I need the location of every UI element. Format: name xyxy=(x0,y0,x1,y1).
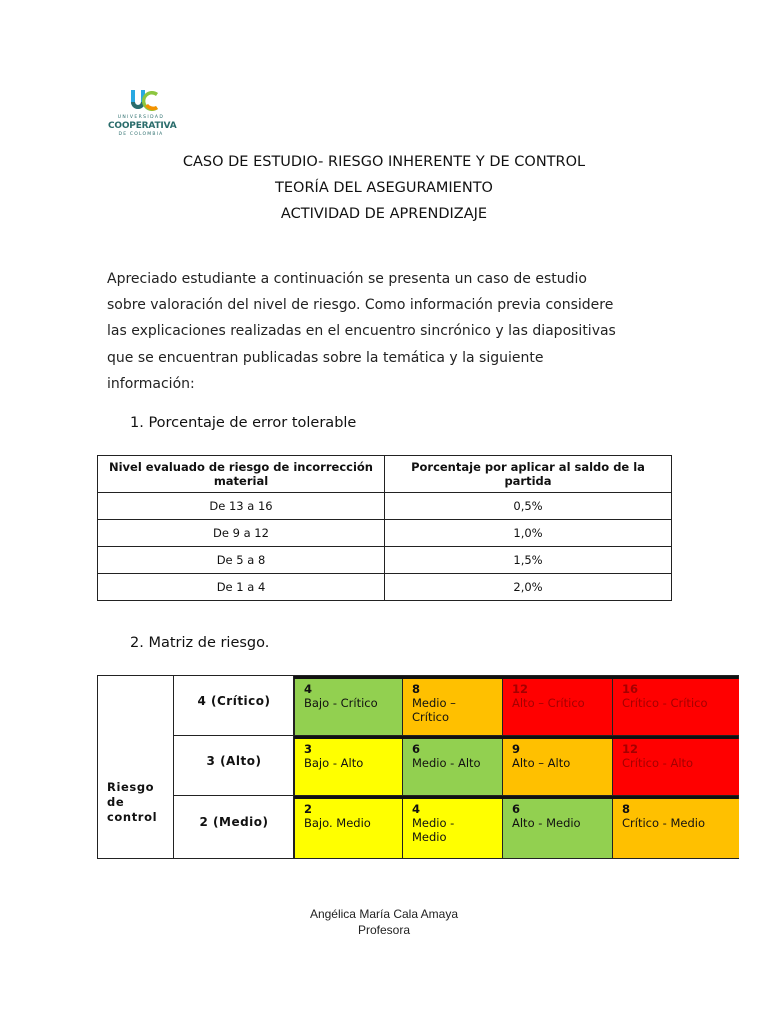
risk-score: 9 xyxy=(512,742,521,756)
intro-line: sobre valoración del nivel de riesgo. Como información previa considere xyxy=(107,297,614,314)
intro-line: Apreciado estudiante a continuación se presenta un caso de estudio xyxy=(107,271,587,287)
table-cell: 1,0% xyxy=(385,520,672,547)
risk-score: 6 xyxy=(412,742,421,756)
matrix-row-separator xyxy=(294,676,738,679)
matrix-row-separator xyxy=(294,796,738,799)
footer-role: Profesora xyxy=(357,923,411,937)
risk-cell xyxy=(502,679,612,735)
intro-paragraph xyxy=(107,266,663,397)
logo-text-line3: DE COLOMBIA xyxy=(118,132,164,137)
table-header: Porcentaje por aplicar al saldo de la partida xyxy=(385,456,672,493)
logo-text-line1: UNIVERSIDAD xyxy=(117,115,165,120)
matrix-row-label: 4 (Crítico) xyxy=(197,694,271,708)
matrix-axis-label xyxy=(107,780,157,825)
table-row xyxy=(98,547,672,574)
risk-cell xyxy=(402,739,502,795)
risk-label: Bajo - Alto xyxy=(304,756,364,770)
risk-score: 4 xyxy=(304,682,313,696)
university-logo xyxy=(108,88,177,144)
matrix-row-label: 3 (Alto) xyxy=(206,754,262,768)
section-heading-2: 2. Matriz de riesgo. xyxy=(130,635,270,651)
axis-label-line: de xyxy=(107,795,125,809)
intro-line: que se encuentran publicadas sobre la temática y la siguiente xyxy=(107,349,544,366)
risk-cell xyxy=(612,679,739,735)
axis-label-line: control xyxy=(107,810,158,824)
risk-score: 6 xyxy=(512,802,521,816)
risk-cell xyxy=(402,799,502,858)
table-cell: 2,0% xyxy=(385,574,672,601)
risk-cell xyxy=(294,679,402,735)
table-row xyxy=(98,493,672,520)
table-cell: De 9 a 12 xyxy=(98,520,385,547)
document-activity: ACTIVIDAD DE APRENDIZAJE xyxy=(280,206,488,222)
risk-label: Alto – Alto xyxy=(512,756,571,770)
risk-label: Crítico - Medio xyxy=(622,816,706,830)
table-row xyxy=(98,520,672,547)
table-cell: 1,5% xyxy=(385,547,672,574)
risk-label: Medio - Alto xyxy=(412,756,481,770)
risk-cell xyxy=(612,799,739,858)
intro-line: información: xyxy=(107,375,195,392)
risk-score: 4 xyxy=(412,802,421,816)
risk-label: Crítico - Crítico xyxy=(622,696,708,710)
risk-cell xyxy=(402,679,502,735)
table-header: Nivel evaluado de riesgo de incorrección material xyxy=(98,456,385,493)
table-cell: De 5 a 8 xyxy=(98,547,385,574)
logo-text-line2: COOPERATIVA xyxy=(108,121,177,131)
intro-line: las explicaciones realizadas en el encuentro sincrónico y las diapositivas xyxy=(107,323,616,340)
table-cell: 0,5% xyxy=(385,493,672,520)
table-cell: De 1 a 4 xyxy=(98,574,385,601)
risk-score: 12 xyxy=(512,682,529,696)
risk-label: Alto - Medio xyxy=(512,816,581,830)
risk-cell xyxy=(502,799,612,858)
document-subtitle: TEORÍA DEL ASEGURAMIENTO xyxy=(275,180,493,196)
risk-cell xyxy=(294,739,402,795)
section-heading-1: 1. Porcentaje de error tolerable xyxy=(130,415,357,431)
table-header-row xyxy=(98,456,672,493)
risk-label: Medio - Medio xyxy=(412,816,455,844)
risk-cell xyxy=(294,799,402,858)
risk-score: 3 xyxy=(304,742,313,756)
table-cell: De 13 a 16 xyxy=(98,493,385,520)
risk-matrix xyxy=(97,675,739,859)
risk-label: Bajo - Crítico xyxy=(304,696,378,710)
risk-label: Crítico - Alto xyxy=(622,756,694,770)
risk-score: 12 xyxy=(622,742,639,756)
document-title: CASO DE ESTUDIO- RIESGO INHERENTE Y DE CONTROL xyxy=(182,154,586,170)
risk-label: Medio – Crítico xyxy=(412,696,456,724)
risk-score: 2 xyxy=(304,802,313,816)
table-row xyxy=(98,574,672,601)
risk-label: Bajo. Medio xyxy=(304,816,371,830)
matrix-row-label: 2 (Medio) xyxy=(199,815,269,829)
risk-cell xyxy=(502,739,612,795)
risk-score: 16 xyxy=(622,682,639,696)
risk-score: 8 xyxy=(622,802,631,816)
axis-label-line: Riesgo xyxy=(107,780,155,794)
error-tolerable-table xyxy=(97,455,672,601)
risk-label: Alto – Crítico xyxy=(512,696,585,710)
risk-cell xyxy=(612,739,739,795)
uc-logo-icon xyxy=(128,88,162,114)
risk-score: 8 xyxy=(412,682,421,696)
matrix-row-separator xyxy=(294,736,738,739)
footer-author: Angélica María Cala Amaya xyxy=(309,907,459,921)
